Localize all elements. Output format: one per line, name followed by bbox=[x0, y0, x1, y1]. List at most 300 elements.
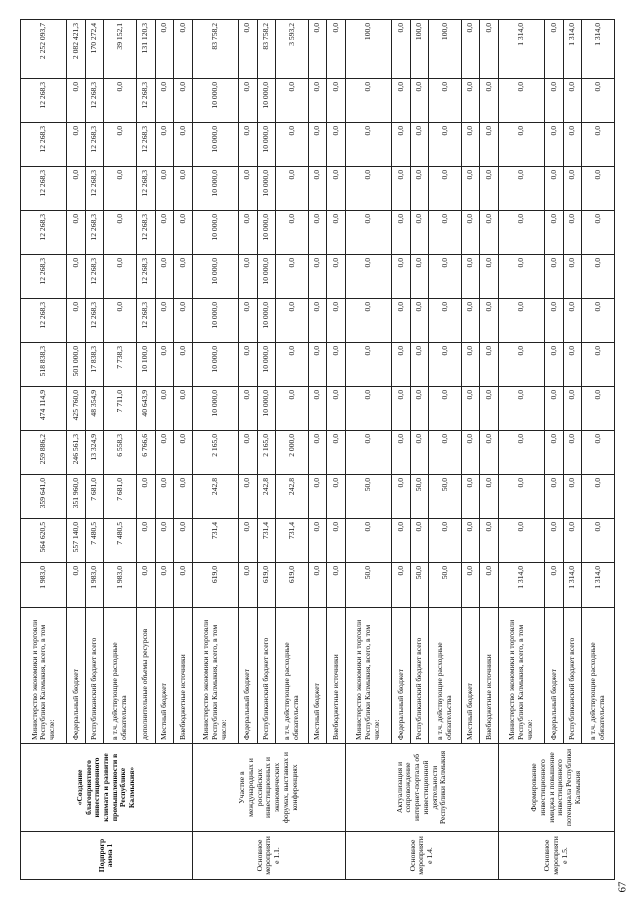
value-cell: 0,0 bbox=[276, 343, 308, 387]
value-cell: 0,0 bbox=[174, 123, 193, 167]
value-cell: 0,0 bbox=[563, 387, 582, 431]
value-cell: 0,0 bbox=[461, 167, 480, 211]
value-cell: 0,0 bbox=[174, 20, 193, 79]
value-cell: 359 641,0 bbox=[21, 475, 67, 519]
value-cell: 0,0 bbox=[238, 79, 257, 123]
value-cell: 0,0 bbox=[498, 431, 544, 475]
value-cell: 0,0 bbox=[545, 387, 564, 431]
value-cell: 242,8 bbox=[257, 475, 276, 519]
value-cell: 0,0 bbox=[327, 167, 346, 211]
source-cell: Федеральный бюджет bbox=[238, 608, 257, 744]
value-cell: 0,0 bbox=[582, 431, 615, 475]
value-cell: 12 268,3 bbox=[21, 255, 67, 299]
value-cell: 12 268,3 bbox=[21, 299, 67, 343]
value-cell: 0,0 bbox=[480, 20, 499, 79]
value-cell: 0,0 bbox=[308, 255, 327, 299]
value-cell: 2 165,0 bbox=[257, 431, 276, 475]
value-cell: 1 314,0 bbox=[498, 563, 544, 608]
value-cell: 0,0 bbox=[67, 211, 86, 255]
value-cell: 0,0 bbox=[308, 475, 327, 519]
value-cell: 0,0 bbox=[582, 519, 615, 563]
value-cell: 0,0 bbox=[174, 475, 193, 519]
value-cell: 0,0 bbox=[410, 387, 429, 431]
value-cell: 0,0 bbox=[498, 475, 544, 519]
value-cell: 0,0 bbox=[429, 123, 461, 167]
value-cell: 1 314,0 bbox=[563, 20, 582, 79]
value-cell: 10 000,0 bbox=[257, 387, 276, 431]
value-cell: 1 314,0 bbox=[582, 563, 615, 608]
value-cell: 501 000,0 bbox=[67, 343, 86, 387]
value-cell: 6 766,6 bbox=[136, 431, 155, 475]
value-cell: 0,0 bbox=[582, 123, 615, 167]
value-cell: 1 983,0 bbox=[85, 563, 104, 608]
value-cell: 0,0 bbox=[67, 167, 86, 211]
value-cell: 0,0 bbox=[545, 79, 564, 123]
program-name-cell: «Создание благоприятного инвестиционного климата и развитие промышленности в Республике Калмыкия» bbox=[21, 744, 193, 832]
value-cell: 100,0 bbox=[429, 20, 461, 79]
value-cell: 0,0 bbox=[545, 519, 564, 563]
source-cell: в т.ч. действующие расходные обязательства bbox=[104, 608, 136, 744]
source-cell: Местный бюджет bbox=[461, 608, 480, 744]
value-cell: 10 000,0 bbox=[257, 299, 276, 343]
value-cell: 0,0 bbox=[498, 519, 544, 563]
value-cell: 0,0 bbox=[461, 20, 480, 79]
value-cell: 170 272,4 bbox=[85, 20, 104, 79]
value-cell: 0,0 bbox=[410, 299, 429, 343]
value-cell: 100,0 bbox=[345, 20, 391, 79]
value-cell: 0,0 bbox=[327, 475, 346, 519]
value-cell: 0,0 bbox=[276, 79, 308, 123]
value-cell: 10 000,0 bbox=[257, 211, 276, 255]
value-cell: 0,0 bbox=[429, 519, 461, 563]
value-cell: 0,0 bbox=[155, 79, 174, 123]
value-cell: 0,0 bbox=[410, 431, 429, 475]
value-cell: 0,0 bbox=[327, 123, 346, 167]
value-cell: 425 760,0 bbox=[67, 387, 86, 431]
value-cell: 0,0 bbox=[461, 431, 480, 475]
value-cell: 10 000,0 bbox=[192, 211, 238, 255]
value-cell: 0,0 bbox=[392, 475, 411, 519]
value-cell: 0,0 bbox=[174, 299, 193, 343]
value-cell: 1 983,0 bbox=[21, 563, 67, 608]
value-cell: 0,0 bbox=[155, 519, 174, 563]
value-cell: 12 268,3 bbox=[85, 123, 104, 167]
value-cell: 0,0 bbox=[410, 343, 429, 387]
value-cell: 474 114,9 bbox=[21, 387, 67, 431]
value-cell: 0,0 bbox=[480, 387, 499, 431]
value-cell: 0,0 bbox=[563, 167, 582, 211]
value-cell: 0,0 bbox=[174, 167, 193, 211]
value-cell: 1 314,0 bbox=[563, 563, 582, 608]
value-cell: 0,0 bbox=[545, 431, 564, 475]
value-cell: 12 268,3 bbox=[136, 167, 155, 211]
value-cell: 0,0 bbox=[276, 387, 308, 431]
value-cell: 564 620,5 bbox=[21, 519, 67, 563]
value-cell: 731,4 bbox=[192, 519, 238, 563]
value-cell: 0,0 bbox=[174, 211, 193, 255]
table-row bbox=[192, 20, 238, 880]
value-cell: 0,0 bbox=[545, 167, 564, 211]
value-cell: 0,0 bbox=[480, 299, 499, 343]
value-cell: 0,0 bbox=[327, 519, 346, 563]
value-cell: 0,0 bbox=[345, 387, 391, 431]
value-cell: 0,0 bbox=[461, 299, 480, 343]
value-cell: 0,0 bbox=[545, 123, 564, 167]
value-cell: 0,0 bbox=[155, 167, 174, 211]
value-cell: 0,0 bbox=[174, 255, 193, 299]
value-cell: 0,0 bbox=[155, 123, 174, 167]
value-cell: 0,0 bbox=[545, 475, 564, 519]
value-cell: 0,0 bbox=[429, 79, 461, 123]
value-cell: 1 314,0 bbox=[498, 20, 544, 79]
value-cell: 17 838,3 bbox=[85, 343, 104, 387]
value-cell: 12 268,3 bbox=[21, 79, 67, 123]
value-cell: 50,0 bbox=[429, 475, 461, 519]
value-cell: 0,0 bbox=[429, 387, 461, 431]
value-cell: 0,0 bbox=[429, 431, 461, 475]
value-cell: 0,0 bbox=[155, 475, 174, 519]
value-cell: 0,0 bbox=[67, 563, 86, 608]
value-cell: 0,0 bbox=[410, 519, 429, 563]
value-cell: 0,0 bbox=[480, 255, 499, 299]
value-cell: 0,0 bbox=[345, 211, 391, 255]
value-cell: 2 165,0 bbox=[192, 431, 238, 475]
value-cell: 0,0 bbox=[582, 299, 615, 343]
value-cell: 0,0 bbox=[155, 563, 174, 608]
value-cell: 0,0 bbox=[410, 79, 429, 123]
value-cell: 0,0 bbox=[461, 123, 480, 167]
value-cell: 2 000,0 bbox=[276, 431, 308, 475]
value-cell: 0,0 bbox=[155, 211, 174, 255]
value-cell: 0,0 bbox=[238, 255, 257, 299]
value-cell: 48 354,9 bbox=[85, 387, 104, 431]
source-cell: Федеральный бюджет bbox=[67, 608, 86, 744]
value-cell: 0,0 bbox=[345, 123, 391, 167]
value-cell: 0,0 bbox=[429, 343, 461, 387]
value-cell: 12 268,3 bbox=[136, 79, 155, 123]
value-cell: 0,0 bbox=[308, 519, 327, 563]
source-cell: Местный бюджет bbox=[308, 608, 327, 744]
source-cell: Внебюджетные источники bbox=[480, 608, 499, 744]
value-cell: 0,0 bbox=[563, 255, 582, 299]
value-cell: 0,0 bbox=[276, 167, 308, 211]
value-cell: 0,0 bbox=[392, 519, 411, 563]
value-cell: 0,0 bbox=[238, 387, 257, 431]
value-cell: 0,0 bbox=[392, 211, 411, 255]
value-cell: 10 000,0 bbox=[192, 167, 238, 211]
value-cell: 50,0 bbox=[429, 563, 461, 608]
value-cell: 10 000,0 bbox=[257, 255, 276, 299]
table-row bbox=[498, 20, 544, 880]
value-cell: 0,0 bbox=[308, 123, 327, 167]
source-cell: Министерство экономики и торговли Республики Калмыкия, всего, в том числе: bbox=[498, 608, 544, 744]
table-row bbox=[345, 20, 391, 880]
value-cell: 0,0 bbox=[345, 343, 391, 387]
value-cell: 0,0 bbox=[429, 211, 461, 255]
value-cell: 83 758,2 bbox=[257, 20, 276, 79]
value-cell: 0,0 bbox=[410, 167, 429, 211]
value-cell: 0,0 bbox=[582, 255, 615, 299]
value-cell: 0,0 bbox=[104, 167, 136, 211]
value-cell: 0,0 bbox=[308, 563, 327, 608]
value-cell: 0,0 bbox=[104, 299, 136, 343]
value-cell: 0,0 bbox=[392, 79, 411, 123]
value-cell: 0,0 bbox=[480, 211, 499, 255]
value-cell: 0,0 bbox=[238, 563, 257, 608]
value-cell: 0,0 bbox=[545, 563, 564, 608]
value-cell: 0,0 bbox=[238, 123, 257, 167]
value-cell: 0,0 bbox=[276, 255, 308, 299]
value-cell: 83 758,2 bbox=[192, 20, 238, 79]
section-cell: Основное мероприяти е 1.1. bbox=[192, 832, 345, 880]
value-cell: 0,0 bbox=[563, 343, 582, 387]
value-cell: 7 738,3 bbox=[104, 343, 136, 387]
value-cell: 10 000,0 bbox=[192, 343, 238, 387]
value-cell: 131 120,3 bbox=[136, 20, 155, 79]
value-cell: 0,0 bbox=[104, 123, 136, 167]
source-cell: Республиканский бюджет всего bbox=[257, 608, 276, 744]
value-cell: 0,0 bbox=[429, 167, 461, 211]
value-cell: 0,0 bbox=[327, 255, 346, 299]
value-cell: 0,0 bbox=[155, 299, 174, 343]
value-cell: 0,0 bbox=[545, 211, 564, 255]
value-cell: 0,0 bbox=[308, 167, 327, 211]
value-cell: 1 314,0 bbox=[582, 20, 615, 79]
value-cell: 0,0 bbox=[174, 387, 193, 431]
value-cell: 0,0 bbox=[327, 387, 346, 431]
value-cell: 6 558,3 bbox=[104, 431, 136, 475]
value-cell: 10 100,0 bbox=[136, 343, 155, 387]
value-cell: 0,0 bbox=[104, 79, 136, 123]
value-cell: 0,0 bbox=[308, 387, 327, 431]
source-cell: в т.ч. действующие расходные обязательства bbox=[582, 608, 615, 744]
value-cell: 0,0 bbox=[276, 123, 308, 167]
source-cell: Местный бюджет bbox=[155, 608, 174, 744]
value-cell: 0,0 bbox=[480, 79, 499, 123]
value-cell: 0,0 bbox=[582, 167, 615, 211]
value-cell: 0,0 bbox=[563, 519, 582, 563]
value-cell: 50,0 bbox=[410, 563, 429, 608]
value-cell: 731,4 bbox=[257, 519, 276, 563]
value-cell: 12 268,3 bbox=[85, 79, 104, 123]
value-cell: 0,0 bbox=[327, 563, 346, 608]
value-cell: 12 268,3 bbox=[136, 299, 155, 343]
value-cell: 40 643,9 bbox=[136, 387, 155, 431]
value-cell: 0,0 bbox=[480, 123, 499, 167]
source-cell: Внебюджетные источники bbox=[327, 608, 346, 744]
value-cell: 0,0 bbox=[480, 431, 499, 475]
value-cell: 0,0 bbox=[563, 475, 582, 519]
section-cell: Основное мероприяти е 1.5. bbox=[498, 832, 614, 880]
value-cell: 0,0 bbox=[461, 563, 480, 608]
value-cell: 0,0 bbox=[582, 211, 615, 255]
budget-table bbox=[20, 19, 615, 880]
value-cell: 0,0 bbox=[498, 123, 544, 167]
value-cell: 0,0 bbox=[410, 255, 429, 299]
value-cell: 0,0 bbox=[563, 79, 582, 123]
value-cell: 0,0 bbox=[327, 211, 346, 255]
value-cell: 0,0 bbox=[104, 255, 136, 299]
value-cell: 0,0 bbox=[238, 167, 257, 211]
value-cell: 50,0 bbox=[345, 563, 391, 608]
value-cell: 0,0 bbox=[345, 431, 391, 475]
value-cell: 0,0 bbox=[136, 563, 155, 608]
value-cell: 10 000,0 bbox=[192, 79, 238, 123]
value-cell: 10 000,0 bbox=[257, 343, 276, 387]
source-cell: Федеральный бюджет bbox=[545, 608, 564, 744]
value-cell: 0,0 bbox=[345, 79, 391, 123]
value-cell: 0,0 bbox=[545, 299, 564, 343]
value-cell: 0,0 bbox=[392, 387, 411, 431]
value-cell: 0,0 bbox=[327, 343, 346, 387]
value-cell: 0,0 bbox=[308, 20, 327, 79]
value-cell: 0,0 bbox=[461, 343, 480, 387]
value-cell: 7 480,5 bbox=[104, 519, 136, 563]
value-cell: 0,0 bbox=[582, 343, 615, 387]
value-cell: 0,0 bbox=[429, 299, 461, 343]
value-cell: 0,0 bbox=[238, 475, 257, 519]
value-cell: 0,0 bbox=[545, 20, 564, 79]
value-cell: 0,0 bbox=[155, 431, 174, 475]
value-cell: 7 711,0 bbox=[104, 387, 136, 431]
page-number: 67 bbox=[616, 881, 629, 893]
value-cell: 100,0 bbox=[410, 20, 429, 79]
value-cell: 10 000,0 bbox=[192, 123, 238, 167]
value-cell: 0,0 bbox=[345, 299, 391, 343]
value-cell: 0,0 bbox=[174, 79, 193, 123]
value-cell: 12 268,3 bbox=[136, 211, 155, 255]
value-cell: 0,0 bbox=[67, 79, 86, 123]
value-cell: 0,0 bbox=[498, 211, 544, 255]
value-cell: 0,0 bbox=[155, 255, 174, 299]
value-cell: 0,0 bbox=[136, 519, 155, 563]
source-cell: Министерство экономики и торговли Республики Калмыкия, всего, в том числе: bbox=[192, 608, 238, 744]
value-cell: 0,0 bbox=[327, 431, 346, 475]
value-cell: 10 000,0 bbox=[257, 167, 276, 211]
value-cell: 0,0 bbox=[327, 299, 346, 343]
value-cell: 0,0 bbox=[174, 519, 193, 563]
value-cell: 0,0 bbox=[480, 519, 499, 563]
source-cell: в т.ч. действующие расходные обязательства bbox=[429, 608, 461, 744]
value-cell: 7 681,0 bbox=[104, 475, 136, 519]
value-cell: 12 268,3 bbox=[85, 211, 104, 255]
value-cell: 0,0 bbox=[392, 255, 411, 299]
value-cell: 259 886,2 bbox=[21, 431, 67, 475]
value-cell: 0,0 bbox=[155, 20, 174, 79]
value-cell: 0,0 bbox=[563, 123, 582, 167]
value-cell: 0,0 bbox=[461, 475, 480, 519]
value-cell: 12 268,3 bbox=[21, 211, 67, 255]
section-cell: Подпрогр амма 1 bbox=[21, 832, 193, 880]
value-cell: 0,0 bbox=[238, 343, 257, 387]
value-cell: 0,0 bbox=[410, 211, 429, 255]
value-cell: 39 152,1 bbox=[104, 20, 136, 79]
value-cell: 0,0 bbox=[276, 211, 308, 255]
value-cell: 13 324,9 bbox=[85, 431, 104, 475]
value-cell: 0,0 bbox=[238, 519, 257, 563]
value-cell: 0,0 bbox=[308, 211, 327, 255]
program-name-cell: Актуализация и сопровождение интернет-портала об инвестиционной деятельности Республики Калмыкия bbox=[345, 744, 498, 832]
value-cell: 0,0 bbox=[498, 299, 544, 343]
value-cell: 10 000,0 bbox=[192, 387, 238, 431]
source-cell: Министерство экономики и торговли Республики Калмыкия, всего, в том числе: bbox=[345, 608, 391, 744]
value-cell: 0,0 bbox=[67, 299, 86, 343]
value-cell: 0,0 bbox=[327, 20, 346, 79]
value-cell: 0,0 bbox=[461, 387, 480, 431]
value-cell: 12 268,3 bbox=[136, 255, 155, 299]
source-cell: дополнительные объемы ресурсов bbox=[136, 608, 155, 744]
value-cell: 0,0 bbox=[582, 475, 615, 519]
value-cell: 0,0 bbox=[498, 343, 544, 387]
value-cell: 0,0 bbox=[429, 255, 461, 299]
value-cell: 50,0 bbox=[345, 475, 391, 519]
value-cell: 731,4 bbox=[276, 519, 308, 563]
value-cell: 0,0 bbox=[498, 79, 544, 123]
value-cell: 0,0 bbox=[174, 431, 193, 475]
value-cell: 619,0 bbox=[276, 563, 308, 608]
value-cell: 0,0 bbox=[345, 519, 391, 563]
program-name-cell: Формирование инвестиционного имиджа и повышение инвестиционного потенциала Республики Калмыкия bbox=[498, 744, 614, 832]
value-cell: 518 838,3 bbox=[21, 343, 67, 387]
value-cell: 7 480,5 bbox=[85, 519, 104, 563]
value-cell: 50,0 bbox=[410, 475, 429, 519]
value-cell: 0,0 bbox=[582, 79, 615, 123]
value-cell: 0,0 bbox=[461, 255, 480, 299]
value-cell: 0,0 bbox=[498, 387, 544, 431]
value-cell: 246 561,3 bbox=[67, 431, 86, 475]
value-cell: 0,0 bbox=[392, 431, 411, 475]
value-cell: 0,0 bbox=[392, 167, 411, 211]
value-cell: 0,0 bbox=[480, 475, 499, 519]
value-cell: 2 252 093,7 bbox=[21, 20, 67, 79]
value-cell: 0,0 bbox=[392, 20, 411, 79]
value-cell: 0,0 bbox=[327, 79, 346, 123]
value-cell: 0,0 bbox=[238, 211, 257, 255]
value-cell: 3 593,2 bbox=[276, 20, 308, 79]
value-cell: 0,0 bbox=[498, 167, 544, 211]
value-cell: 0,0 bbox=[563, 299, 582, 343]
value-cell: 0,0 bbox=[392, 299, 411, 343]
value-cell: 7 681,0 bbox=[85, 475, 104, 519]
value-cell: 0,0 bbox=[238, 431, 257, 475]
value-cell: 619,0 bbox=[257, 563, 276, 608]
value-cell: 0,0 bbox=[480, 343, 499, 387]
source-cell: в т.ч. действующие расходные обязательства bbox=[276, 608, 308, 744]
source-cell: Федеральный бюджет bbox=[392, 608, 411, 744]
value-cell: 0,0 bbox=[392, 343, 411, 387]
value-cell: 0,0 bbox=[480, 167, 499, 211]
value-cell: 10 000,0 bbox=[192, 299, 238, 343]
value-cell: 0,0 bbox=[104, 211, 136, 255]
rotated-page bbox=[20, 20, 615, 880]
value-cell: 0,0 bbox=[238, 299, 257, 343]
value-cell: 12 268,3 bbox=[85, 255, 104, 299]
value-cell: 0,0 bbox=[67, 123, 86, 167]
value-cell: 0,0 bbox=[308, 343, 327, 387]
value-cell: 0,0 bbox=[410, 123, 429, 167]
value-cell: 0,0 bbox=[308, 79, 327, 123]
value-cell: 12 268,3 bbox=[85, 167, 104, 211]
value-cell: 0,0 bbox=[155, 343, 174, 387]
value-cell: 0,0 bbox=[345, 167, 391, 211]
value-cell: 242,8 bbox=[276, 475, 308, 519]
value-cell: 12 268,3 bbox=[21, 167, 67, 211]
source-cell: Министерство экономики и торговли Республики Калмыкия, всего, в том числе: bbox=[21, 608, 67, 744]
value-cell: 12 268,3 bbox=[85, 299, 104, 343]
value-cell: 0,0 bbox=[582, 387, 615, 431]
value-cell: 0,0 bbox=[563, 211, 582, 255]
value-cell: 0,0 bbox=[392, 123, 411, 167]
